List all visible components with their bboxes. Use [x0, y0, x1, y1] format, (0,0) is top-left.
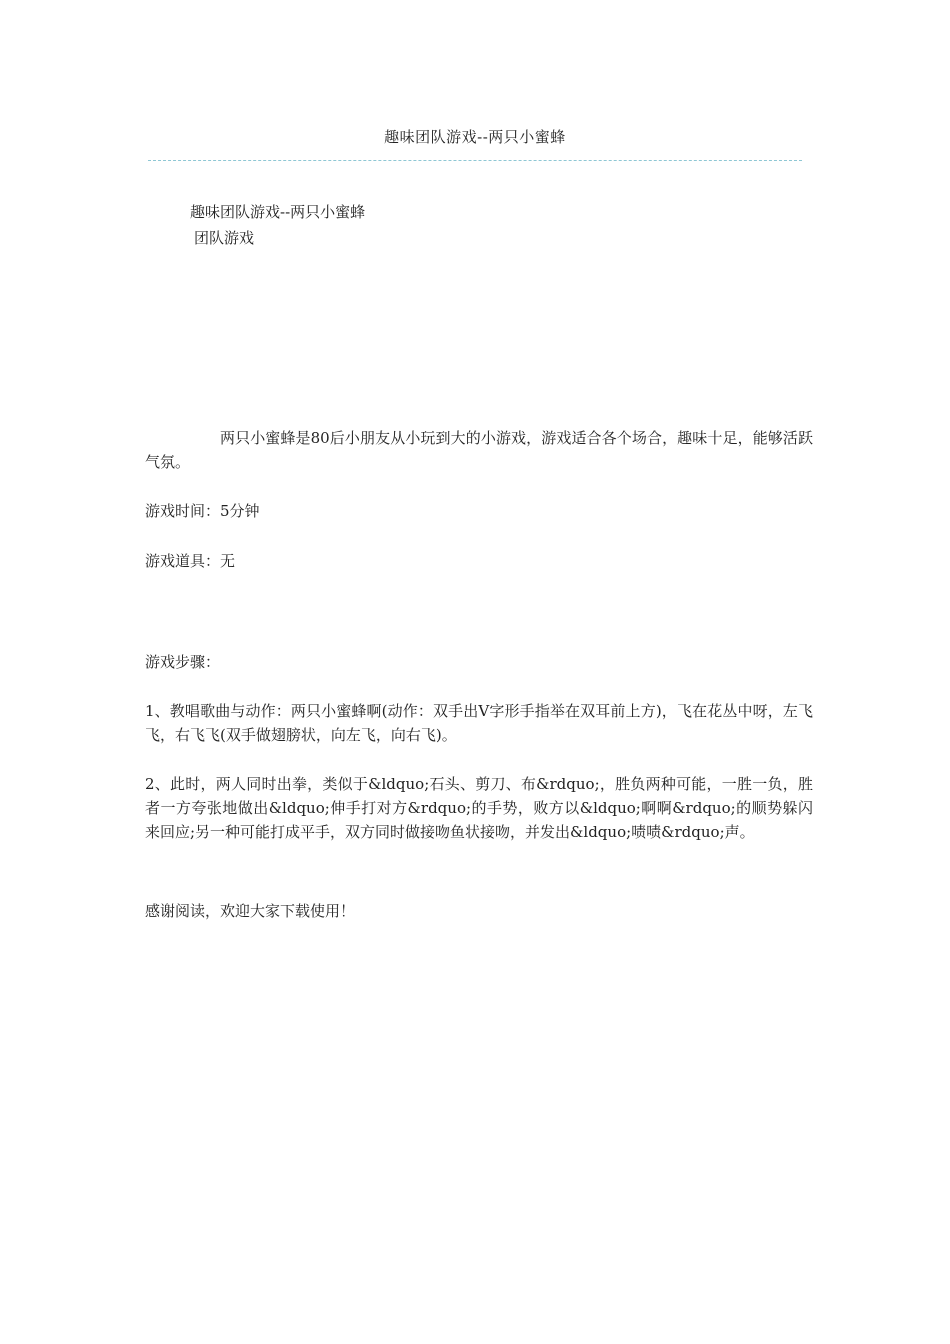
document-subtitle: 趣味团队游戏--两只小蜜蜂: [190, 203, 366, 221]
thanks-paragraph: 感谢阅读，欢迎大家下载使用！: [145, 902, 356, 920]
steps-heading: 游戏步骤：: [145, 653, 221, 671]
title-divider: [148, 160, 802, 161]
page-title: 趣味团队游戏--两只小蜜蜂: [384, 128, 566, 146]
intro-paragraph: 两只小蜜蜂是80后小朋友从小玩到大的小游戏，游戏适合各个场合，趣味十足，能够活跃气氛。: [145, 429, 813, 471]
step-2-paragraph: 2、此时，两人同时出拳，类似于&ldquo;石头、剪刀、布&rdquo;，胜负两种可能，一胜一负，胜者一方夸张地做出&ldquo;伸手打对方&rdquo;的手势，败方以&ldquo;啊啊&rdquo;的顺势躲闪来回应;另一种可能打成平手，双方同时做接吻鱼状接吻，并发出&ldquo;啧啧&rdquo;声。: [145, 775, 813, 841]
game-props: 游戏道具：无: [145, 552, 236, 570]
document-category: 团队游戏: [194, 229, 255, 247]
step-1-paragraph: 1、教唱歌曲与动作：两只小蜜蜂啊(动作：双手出V字形手指举在双耳前上方)，飞在花丛中呀，左飞飞，右飞飞(双手做翅膀状，向左飞，向右飞)。: [145, 702, 813, 744]
game-time: 游戏时间：5分钟: [145, 502, 260, 520]
